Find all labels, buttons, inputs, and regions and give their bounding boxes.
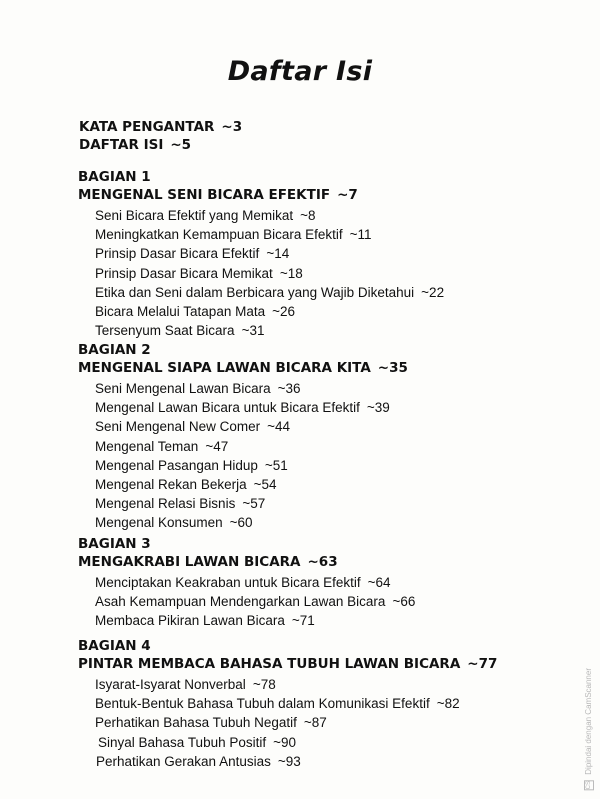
part-2 [78, 341, 408, 533]
toc-entry[interactable]: Seni Bicara Efektif yang Memikat ~8 [95, 208, 316, 223]
toc-entry[interactable]: Bicara Melalui Tatapan Mata ~26 [95, 304, 296, 320]
part-heading[interactable]: MENGENAL SENI BICARA EFEKTIF ~7 [78, 187, 358, 203]
toc-entry[interactable]: Mengenal Teman ~47 [95, 438, 229, 454]
watermark-text: Dipindai dengan CamScanner [584, 668, 593, 775]
toc-entry[interactable]: Seni Mengenal Lawan Bicara ~36 [95, 381, 301, 396]
toc-entry[interactable]: Isyarat-Isyarat Nonverbal ~78 [95, 677, 276, 692]
camscanner-icon: CS [586, 780, 592, 790]
toc-entry[interactable]: Mengenal Rekan Bekerja ~54 [95, 477, 277, 493]
chapter-list [95, 206, 444, 340]
part-3 [78, 535, 415, 631]
part-label: BAGIAN 3 [78, 536, 151, 552]
toc-entry[interactable]: Perhatikan Gerakan Antusias ~93 [96, 753, 301, 769]
toc-entry[interactable]: Membaca Pikiran Lawan Bicara ~71 [95, 613, 315, 629]
toc-entry[interactable]: Menciptakan Keakraban untuk Bicara Efektif ~64 [95, 575, 391, 590]
part-heading[interactable]: PINTAR MEMBACA BAHASA TUBUH LAWAN BICARA ~77 [78, 656, 498, 672]
toc-entry[interactable]: Mengenal Pasangan Hidup ~51 [95, 457, 288, 473]
chapter-list [95, 379, 408, 533]
toc-entry[interactable]: Etika dan Seni dalam Berbicara yang Wajib Diketahui ~22 [95, 284, 445, 300]
chapter-list [95, 573, 415, 631]
part-label: BAGIAN 4 [78, 638, 151, 654]
toc-entry[interactable]: Meningkatkan Kemampuan Bicara Efektif ~11 [95, 227, 372, 243]
camscanner-watermark [584, 668, 594, 790]
part-1 [78, 168, 444, 340]
toc-entry[interactable]: Mengenal Relasi Bisnis ~57 [95, 496, 266, 512]
toc-entry[interactable]: Prinsip Dasar Bicara Memikat ~18 [95, 265, 303, 281]
toc-entry[interactable]: Tersenyum Saat Bicara ~31 [95, 323, 265, 339]
toc-entry[interactable]: Mengenal Lawan Bicara untuk Bicara Efektif ~39 [95, 400, 390, 416]
toc-entry-kata-pengantar[interactable]: KATA PENGANTAR ~3 [79, 119, 243, 135]
toc-entry[interactable]: Asah Kemampuan Mendengarkan Lawan Bicara ~66 [95, 594, 416, 610]
part-4 [78, 637, 497, 771]
chapter-list [95, 675, 497, 771]
page-title: Daftar Isi [227, 56, 373, 88]
part-label: BAGIAN 2 [78, 342, 151, 358]
part-label: BAGIAN 1 [78, 169, 151, 185]
toc-entry[interactable]: Seni Mengenal New Comer ~44 [95, 419, 290, 435]
toc-entry[interactable]: Mengenal Konsumen ~60 [95, 515, 253, 531]
part-heading[interactable]: MENGENAL SIAPA LAWAN BICARA KITA ~35 [78, 360, 408, 376]
toc-entry[interactable]: Perhatikan Bahasa Tubuh Negatif ~87 [95, 715, 327, 731]
toc-entry[interactable]: Prinsip Dasar Bicara Efektif ~14 [95, 246, 290, 262]
toc-entry[interactable]: Sinyal Bahasa Tubuh Positif ~90 [98, 734, 297, 750]
part-heading[interactable]: MENGAKRABI LAWAN BICARA ~63 [78, 554, 338, 570]
front-matter [79, 118, 242, 154]
toc-entry[interactable]: Bentuk-Bentuk Bahasa Tubuh dalam Komunikasi Efektif ~82 [95, 696, 460, 712]
toc-entry-daftar-isi[interactable]: DAFTAR ISI ~5 [79, 137, 192, 153]
